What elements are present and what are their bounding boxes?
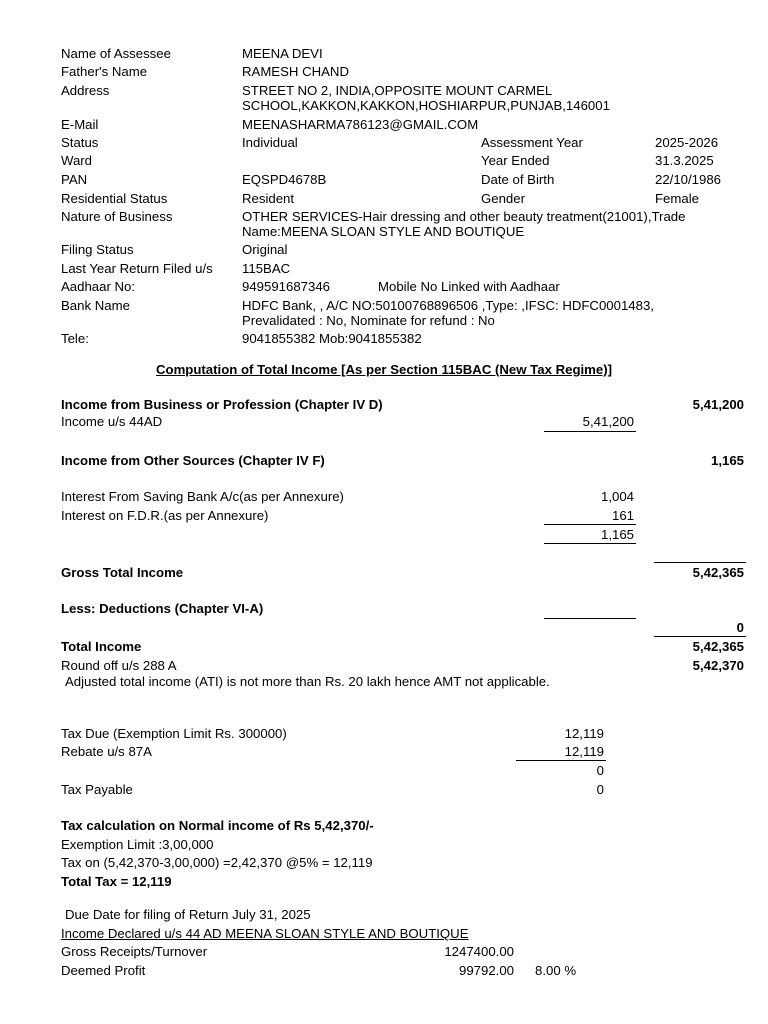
aadhaar-note: Mobile No Linked with Aadhaar — [378, 279, 560, 294]
business-line-1: OTHER SERVICES-Hair dressing and other beauty treatment(21001),Trade — [242, 209, 686, 224]
gross-total-income-value: 5,42,365 — [692, 565, 744, 580]
gender-value: Female — [655, 191, 699, 206]
tax-payable-value: 0 — [596, 782, 604, 797]
amt-note: Adjusted total income (ATI) is not more than Rs. 20 lakh hence AMT not applicable. — [65, 674, 550, 689]
business-income-total: 5,41,200 — [692, 397, 744, 412]
total-income-overline — [654, 636, 746, 637]
father-value: RAMESH CHAND — [242, 64, 349, 79]
aadhaar-value: 949591687346 — [242, 279, 331, 294]
residential-value: Resident — [242, 191, 295, 206]
assessment-year-label: Assessment Year — [481, 135, 583, 150]
name-value: MEENA DEVI — [242, 46, 323, 61]
ward-label: Ward — [61, 153, 93, 168]
round-off-value: 5,42,370 — [692, 658, 744, 673]
other-sources-line-2 — [544, 543, 636, 544]
rebate-label: Rebate u/s 87A — [61, 744, 152, 759]
father-label: Father's Name — [61, 64, 148, 79]
savings-interest-label: Interest From Saving Bank A/c(as per Annexure) — [61, 489, 344, 504]
income-44ad-label: Income u/s 44AD — [61, 414, 163, 429]
business-income-heading: Income from Business or Profession (Chapter IV D) — [61, 397, 383, 412]
savings-interest-value: 1,004 — [600, 489, 634, 504]
address-line-2: SCHOOL,KAKKON,KAKKON,HOSHIARPUR,PUNJAB,146001 — [242, 98, 610, 113]
income-44ad-value: 5,41,200 — [582, 414, 634, 429]
filing-label: Filing Status — [61, 242, 134, 257]
round-off-label: Round off u/s 288 A — [61, 658, 177, 673]
business-label: Nature of Business — [61, 209, 173, 224]
pan-value: EQSPD4678B — [242, 172, 327, 187]
tele-value: 9041855382 Mob:9041855382 — [242, 331, 422, 346]
rebate-value: 12,119 — [564, 744, 604, 759]
residential-label: Residential Status — [61, 191, 168, 206]
deemed-profit-value: 99792.00 — [458, 963, 514, 978]
rebate-underline — [516, 760, 606, 761]
tax-payable-label: Tax Payable — [61, 782, 133, 797]
fdr-interest-value: 161 — [611, 508, 634, 523]
dob-value: 22/10/1986 — [655, 172, 722, 187]
net-tax-value: 0 — [596, 763, 604, 778]
email-label: E-Mail — [61, 117, 99, 132]
other-sources-heading: Income from Other Sources (Chapter IV F) — [61, 453, 325, 468]
address-line-1: STREET NO 2, INDIA,OPPOSITE MOUNT CARMEL — [242, 83, 553, 98]
other-sources-total: 1,165 — [710, 453, 744, 468]
address-label: Address — [61, 83, 110, 98]
deductions-value: 0 — [736, 620, 744, 635]
bank-line-2: Prevalidated : No, Nominate for refund : No — [242, 313, 495, 328]
fdr-interest-label: Interest on F.D.R.(as per Annexure) — [61, 508, 269, 523]
pan-label: PAN — [61, 172, 88, 187]
gross-receipts-label: Gross Receipts/Turnover — [61, 944, 208, 959]
exemption-limit-line: Exemption Limit :3,00,000 — [61, 837, 214, 852]
gross-total-income-label: Gross Total Income — [61, 565, 184, 580]
income-declared-heading: Income Declared u/s 44 AD MEENA SLOAN STYLE AND BOUTIQUE — [61, 926, 469, 941]
deemed-profit-label: Deemed Profit — [61, 963, 146, 978]
filing-value: Original — [242, 242, 288, 257]
deemed-profit-percent: 8.00 % — [535, 963, 577, 978]
last-year-value: 115BAC — [242, 261, 291, 276]
deductions-label: Less: Deductions (Chapter VI-A) — [61, 601, 264, 616]
gti-overline — [654, 562, 746, 563]
tax-due-label: Tax Due (Exemption Limit Rs. 300000) — [61, 726, 287, 741]
deductions-line — [544, 618, 636, 619]
year-ended-label: Year Ended — [481, 153, 550, 168]
dob-label: Date of Birth — [481, 172, 555, 187]
business-underline — [544, 431, 636, 432]
computation-heading: Computation of Total Income [As per Section 115BAC (New Tax Regime)] — [156, 362, 613, 377]
status-value: Individual — [242, 135, 298, 150]
email-value: MEENASHARMA786123@GMAIL.COM — [242, 117, 479, 132]
gender-label: Gender — [481, 191, 525, 206]
tax-calc-heading: Tax calculation on Normal income of Rs 5,42,370/- — [61, 818, 374, 833]
last-year-label: Last Year Return Filed u/s — [61, 261, 213, 276]
aadhaar-label: Aadhaar No: — [61, 279, 136, 294]
gross-receipts-value: 1247400.00 — [444, 944, 514, 959]
bank-label: Bank Name — [61, 298, 130, 313]
total-income-value: 5,42,365 — [692, 639, 744, 654]
total-tax-line: Total Tax = 12,119 — [61, 874, 172, 889]
status-label: Status — [61, 135, 99, 150]
assessment-year-value: 2025-2026 — [655, 135, 719, 150]
other-sources-line-1 — [544, 524, 636, 525]
business-line-2: Name:MEENA SLOAN STYLE AND BOUTIQUE — [242, 224, 525, 239]
tax-due-value: 12,119 — [564, 726, 604, 741]
due-date-line: Due Date for filing of Return July 31, 2025 — [65, 907, 311, 922]
bank-line-1: HDFC Bank, , A/C NO:50100768896506 ,Type: ,IFSC: HDFC0001483, — [242, 298, 654, 313]
year-ended-value: 31.3.2025 — [655, 153, 714, 168]
tax-on-line: Tax on (5,42,370-3,00,000) =2,42,370 @5% = 12,119 — [61, 855, 373, 870]
tele-label: Tele: — [61, 331, 89, 346]
other-sources-subtotal: 1,165 — [600, 527, 634, 542]
name-label: Name of Assessee — [61, 46, 171, 61]
total-income-label: Total Income — [61, 639, 142, 654]
